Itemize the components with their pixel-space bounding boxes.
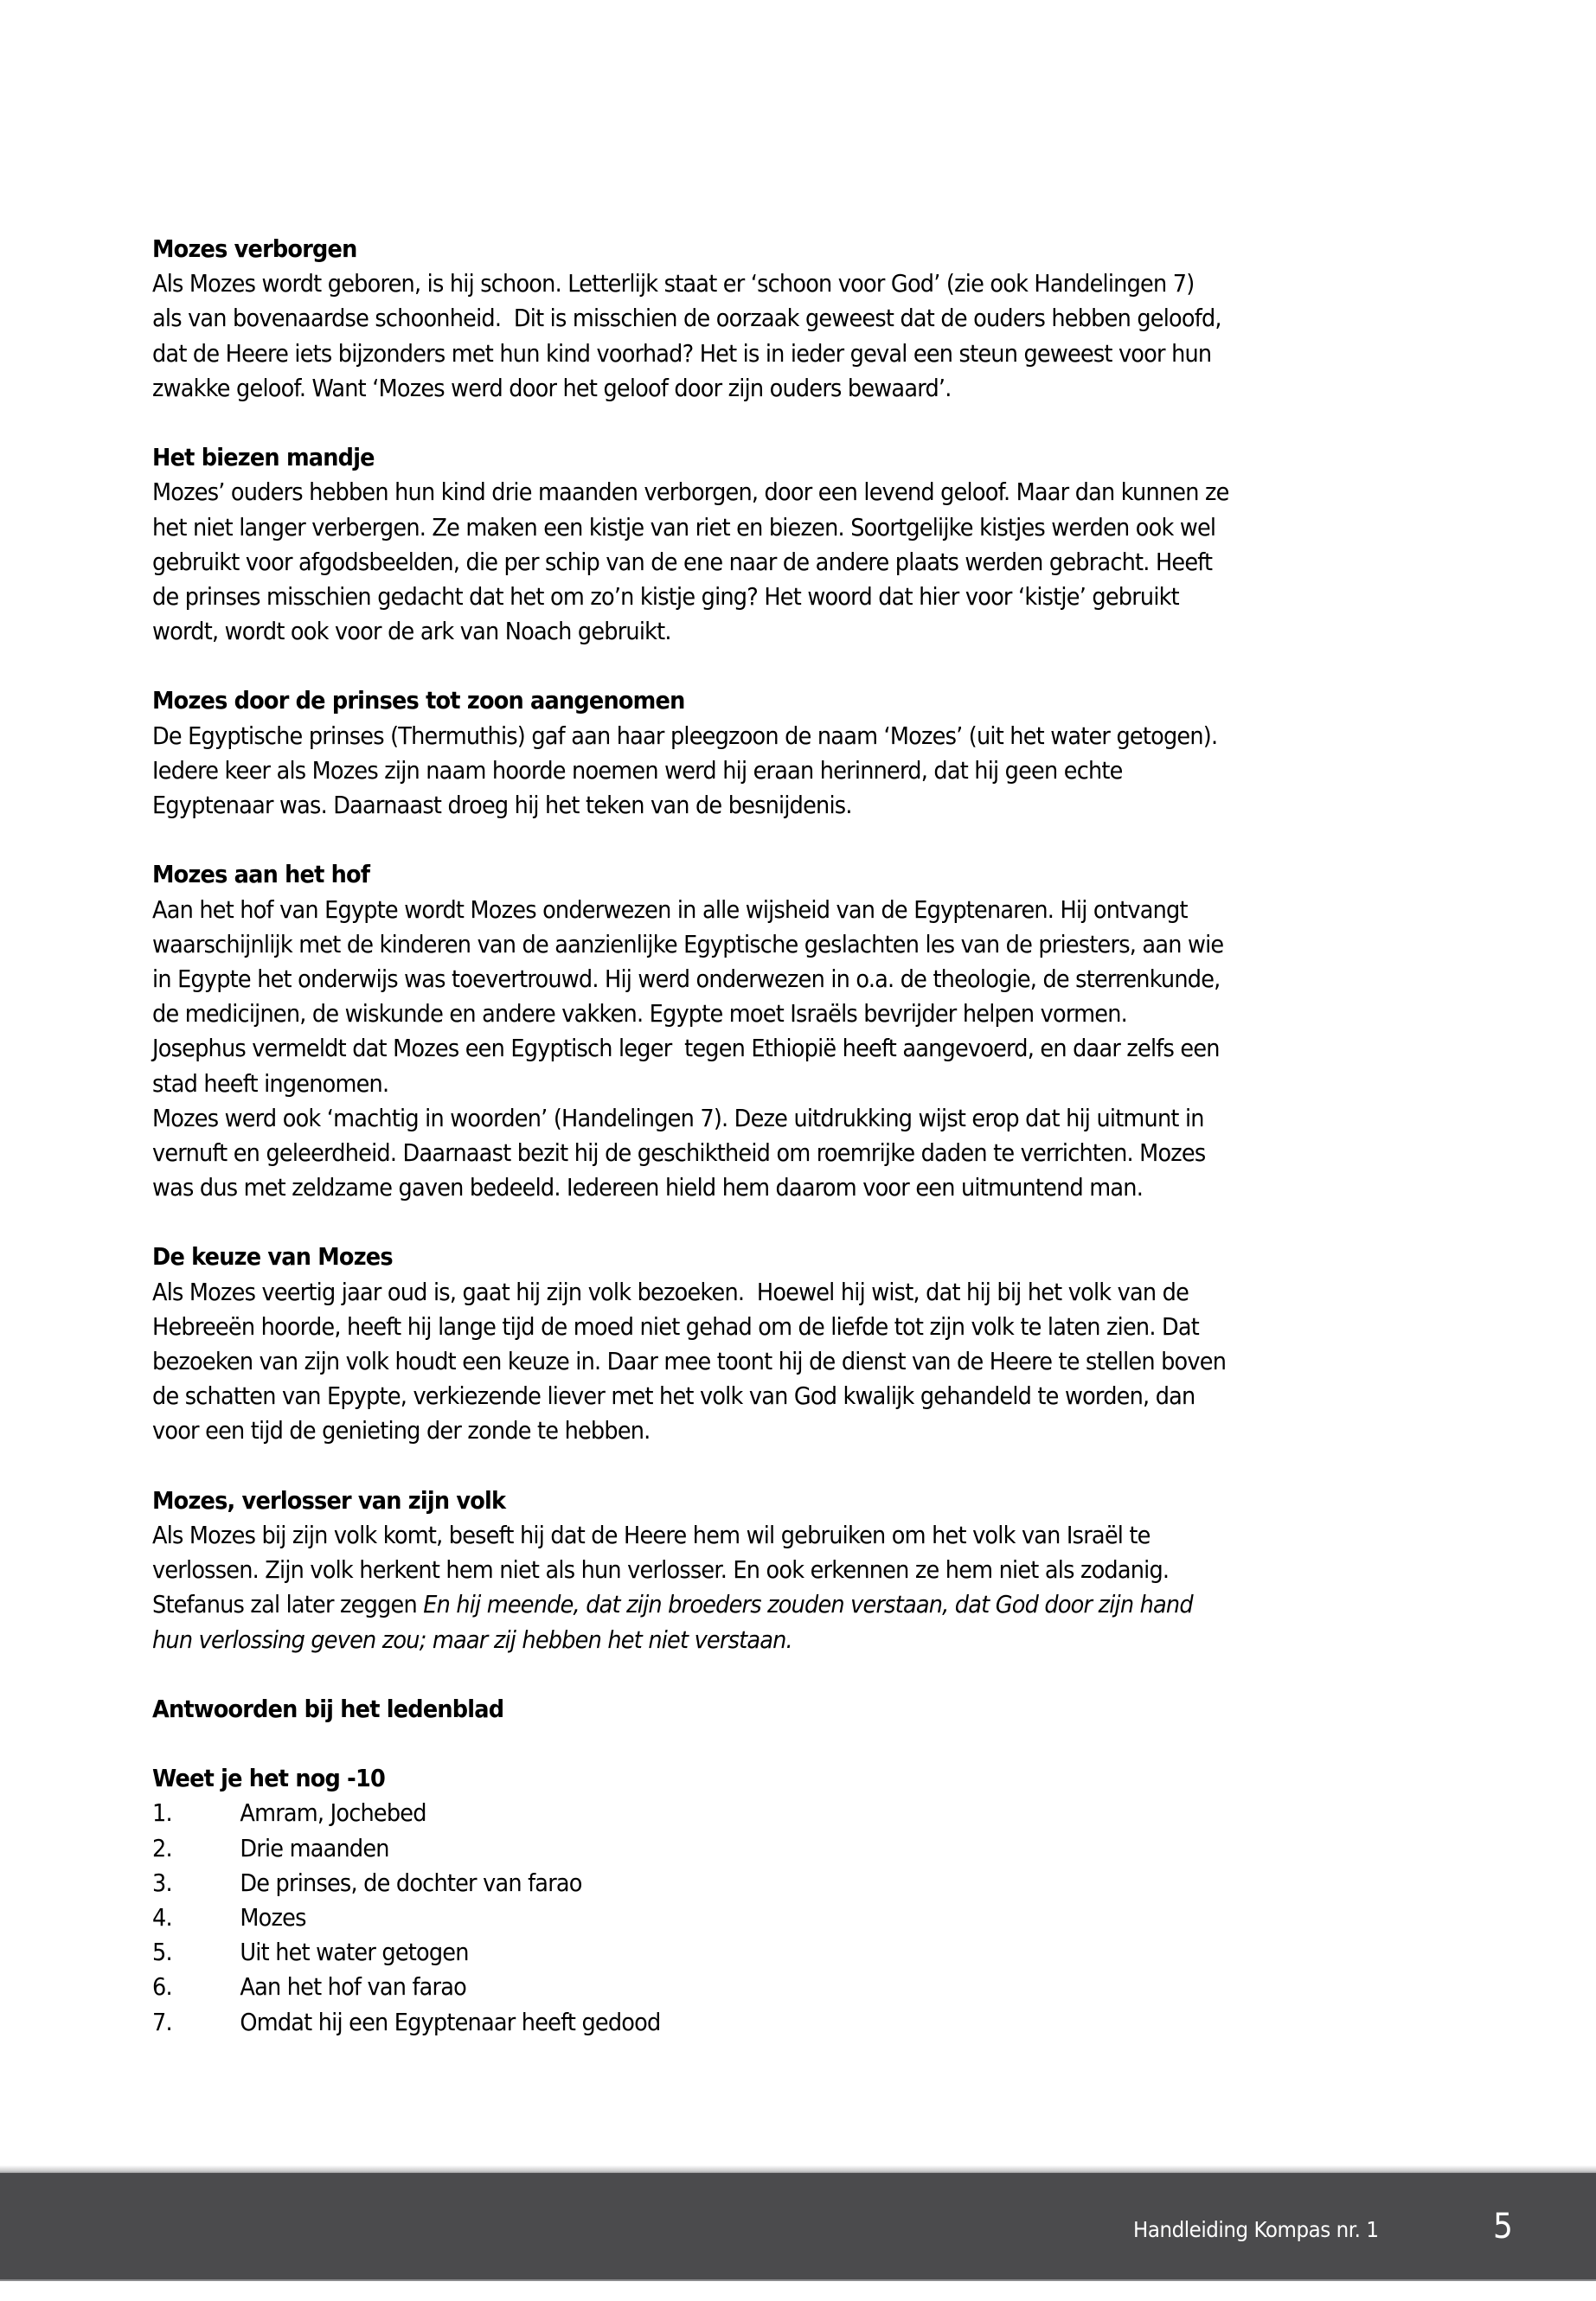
spacer [152,1205,1450,1240]
list-item [152,1900,1359,1935]
section-het-biezen-mandje [152,440,1450,649]
spacer [152,406,1450,440]
paragraph-line: zwakke geloof. Want ‘Mozes werd door het geloof door zijn ouders bewaard’. [152,374,952,402]
section-de-keuze-van-mozes [152,1240,1450,1448]
list-number: 2. [152,1834,172,1862]
spacer [152,649,1450,683]
section-heading: Het biezen mandje [152,444,375,472]
list-text: Omdat hij een Egyptenaar heeft gedood [240,2008,661,2036]
section-mozes-verborgen [152,232,1450,406]
list-number: 5. [152,1939,172,1967]
answers-list [152,1796,1450,2039]
paragraph-line: Als Mozes veertig jaar oud is, gaat hij zijn volk bezoeken. Hoewel hij wist, dat hij bij het volk van de [152,1278,1189,1306]
section-verlosser-van-zijn-volk [152,1484,1450,1657]
list-item [152,1935,1359,1970]
paragraph-line: het niet langer verbergen. Ze maken een kistje van riet en biezen. Soortgelijke kistjes werden ook wel [152,513,1216,542]
paragraph-line: wordt, wordt ook voor de ark van Noach gebruikt. [152,618,671,646]
paragraph-line: was dus met zeldzame gaven bedeeld. Iedereen hield hem daarom voor een uitmuntend man. [152,1174,1144,1202]
paragraph-line: Hebreeën hoorde, heeft hij lange tijd de moed niet gehad om de liefde tot zijn volk te laten zien. Dat [152,1312,1200,1341]
page-number: 5 [1493,2207,1513,2247]
list-text: Aan het hof van farao [240,1973,467,2002]
paragraph-line: De Egyptische prinses (Thermuthis) gaf aan haar pleegzoon de naam ‘Mozes’ (uit het water getogen). [152,721,1218,750]
list-text: Drie maanden [240,1834,389,1862]
spacer [152,1657,1450,1692]
paragraph-line: bezoeken van zijn volk houdt een keuze in. Daar mee toont hij de dienst van de Heere te stellen boven [152,1348,1227,1375]
section-heading: Mozes, verlosser van zijn volk [152,1486,506,1515]
list-text: Uit het water getogen [240,1939,469,1967]
list-number: 6. [152,1973,172,2002]
list-number: 7. [152,2008,172,2036]
list-item [152,2005,1359,2040]
paragraph-line: voor een tijd de genieting der zonde te hebben. [152,1417,651,1445]
spacer [152,823,1450,857]
quote-line: hun verlossing geven zou; maar zij hebben het niet verstaan. [152,1625,792,1654]
list-text: De prinses, de dochter van farao [240,1868,582,1897]
paragraph-line: stad heeft ingenomen. [152,1069,389,1098]
paragraph-line: vernuft en geleerdheid. Daarnaast bezit hij de geschiktheid om roemrijke daden te verrichten. Mozes [152,1138,1206,1167]
paragraph-line: Mozes’ ouders hebben hun kind drie maanden verborgen, door een levend geloof. Maar dan kunnen ze [152,478,1229,507]
spacer [152,1727,1450,1761]
paragraph-line: verlossen. Zijn volk herkent hem niet als hun verlosser. En ook erkennen ze hem niet als zodanig. [152,1556,1170,1585]
paragraph-line: Egyptenaar was. Daarnaast droeg hij het teken van de besnijdenis. [152,792,852,819]
quote-text: En hij meende, dat zijn broeders zouden verstaan, dat God door zijn hand [423,1591,1193,1619]
answers-section [152,1692,1450,2040]
paragraph-line: Aan het hof van Egypte wordt Mozes onderwezen in alle wijsheid van de Egyptenaren. Hij ontvangt [152,895,1188,924]
spacer [152,1449,1450,1484]
list-text: Amram, Jochebed [240,1799,426,1828]
list-item [152,1970,1359,2004]
paragraph-line: de medicijnen, de wiskunde en andere vakken. Egypte moet Israëls bevrijder helpen vormen. [152,1000,1127,1029]
paragraph-line-mixed [152,1587,1359,1622]
paragraph-line: gebruikt voor afgodsbeelden, die per schip van de ene naar de andere plaats werden gebracht. Heeft [152,548,1213,576]
list-number: 1. [152,1799,172,1828]
section-heading: Mozes aan het hof [152,861,370,889]
paragraph-line: in Egypte het onderwijs was toevertrouwd. Hij werd onderwezen in o.a. de theologie, de sterrenkunde, [152,965,1221,993]
paragraph-line: de schatten van Epypte, verkiezende liever met het volk van God kwalijk gehandeld te worden, dan [152,1382,1195,1411]
section-mozes-aan-het-hof [152,857,1450,1205]
paragraph-line: Als Mozes wordt geboren, is hij schoon. Letterlijk staat er ‘schoon voor God’ (zie ook Handelingen 7) [152,270,1195,298]
document-body [152,232,1450,2040]
list-number: 4. [152,1904,172,1932]
list-item [152,1831,1359,1866]
section-heading: Mozes verborgen [152,235,357,263]
paragraph-line: de prinses misschien gedacht dat het om zo’n kistje ging? Het woord dat hier voor ‘kistje’ gebruikt [152,582,1179,611]
paragraph-line: als van bovenaardse schoonheid. Dit is misschien de oorzaak geweest dat de ouders hebben geloofd, [152,304,1221,333]
paragraph-line: Als Mozes bij zijn volk komt, beseft hij dat de Heere hem wil gebruiken om het volk van Israël te [152,1521,1151,1549]
paragraph-line: waarschijnlijk met de kinderen van de aanzienlijke Egyptische geslachten les van de priesters, aan wie [152,930,1224,958]
footer-title: Handleiding Kompas nr. 1 [1133,2217,1379,2242]
paragraph-line: dat de Heere iets bijzonders met hun kind voorhad? Het is in ieder geval een steun geweest voor hun [152,339,1212,368]
list-number: 3. [152,1868,172,1897]
section-heading: De keuze van Mozes [152,1243,393,1272]
paragraph-line: Iedere keer als Mozes zijn naam hoorde noemen werd hij eraan herinnerd, dat hij geen echte [152,756,1123,785]
list-item [152,1796,1359,1830]
paragraph-line: Josephus vermeldt dat Mozes een Egyptisch leger tegen Ethiopië heeft aangevoerd, en daar zelfs een [152,1035,1220,1063]
paragraph-line: Mozes werd ook ‘machtig in woorden’ (Handelingen 7). Deze uitdrukking wijst erop dat hij uitmunt in [152,1104,1204,1132]
plain-text: Stefanus zal later zeggen [152,1591,424,1619]
section-heading: Mozes door de prinses tot zoon aangenomen [152,687,685,715]
list-item [152,1866,1359,1900]
answers-subheading: Weet je het nog -10 [152,1765,386,1793]
list-text: Mozes [240,1904,306,1932]
answers-heading: Antwoorden bij het ledenblad [152,1695,504,1723]
section-tot-zoon-aangenomen [152,683,1450,823]
